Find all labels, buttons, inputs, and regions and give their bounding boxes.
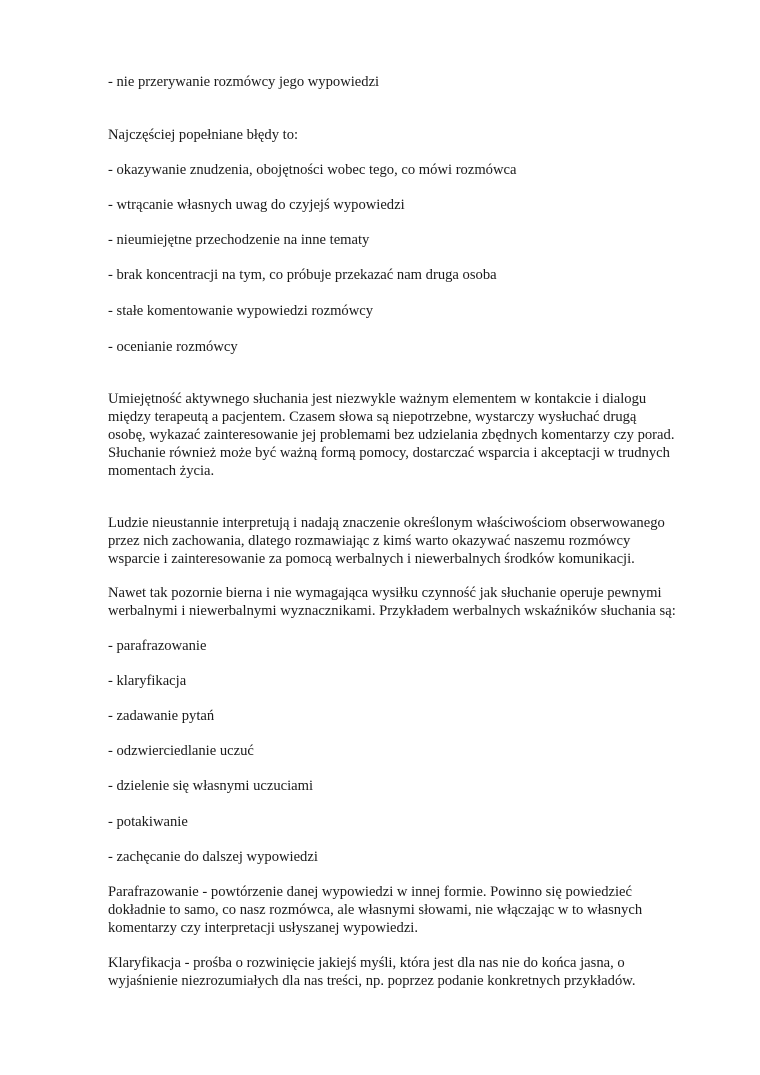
bullet-interjecting: - wtrącanie własnych uwag do czyjejś wypowiedzi	[108, 197, 405, 213]
bullet-encouraging: - zachęcanie do dalszej wypowiedzi	[108, 849, 318, 865]
paragraph-active-listening-line-1: Umiejętność aktywnego słuchania jest niezwykle ważnym elementem w kontakcie i dialogu	[108, 391, 647, 407]
paragraph-paraphrasing-line-1: Parafrazowanie - powtórzenie danej wypowiedzi w innej formie. Powinno się powiedzieć	[108, 884, 632, 900]
bullet-lack-of-focus: - brak koncentracji na tym, co próbuje przekazać nam druga osoba	[108, 267, 497, 283]
paragraph-active-listening-line-5: momentach życia.	[108, 463, 215, 479]
paragraph-clarification-line-2: wyjaśnienie niezrozumiałych dla nas treści, np. poprzez podanie konkretnych przykładów.	[108, 973, 636, 989]
bullet-boredom: - okazywanie znudzenia, obojętności wobec tego, co mówi rozmówca	[108, 162, 517, 178]
paragraph-verbal-indicators-line-1: Nawet tak pozornie bierna i nie wymagająca wysiłku czynność jak słuchanie operuje pewnymi	[108, 585, 662, 601]
paragraph-interpretation-line-3: wsparcie i zainteresowanie za pomocą werbalnych i niewerbalnych środków komunikacji.	[108, 551, 635, 567]
bullet-nodding: - potakiwanie	[108, 814, 188, 830]
paragraph-paraphrasing-line-2: dokładnie to samo, co nasz rozmówca, ale własnymi słowami, nie włączając w to własnych	[108, 902, 643, 918]
paragraph-verbal-indicators-line-2: werbalnymi i niewerbalnymi wyznacznikami. Przykładem werbalnych wskaźników słuchania są:	[108, 603, 676, 619]
paragraph-active-listening-line-4: Słuchanie również może być ważną formą pomocy, dostarczać wsparcia i akceptacji w trudnych	[108, 445, 670, 461]
bullet-topic-switching: - nieumiejętne przechodzenie na inne tematy	[108, 232, 370, 248]
bullet-asking-questions: - zadawanie pytań	[108, 708, 215, 724]
paragraph-clarification-line-1: Klaryfikacja - prośba o rozwinięcie jakiejś myśli, która jest dla nas nie do końca jasna, o	[108, 955, 625, 971]
paragraph-active-listening-line-3: osobę, wykazać zainteresowanie jej problemami bez udzielania zbędnych komentarzy czy porad.	[108, 427, 675, 443]
bullet-constant-commenting: - stałe komentowanie wypowiedzi rozmówcy	[108, 303, 374, 319]
paragraph-paraphrasing-line-3: komentarzy czy interpretacji usłyszanej wypowiedzi.	[108, 920, 418, 936]
paragraph-active-listening-line-2: między terapeutą a pacjentem. Czasem słowa są niepotrzebne, wystarczy wysłuchać drugą	[108, 409, 637, 425]
paragraph-interpretation-line-1: Ludzie nieustannie interpretują i nadają znaczenie określonym właściwościom obserwowanego	[108, 515, 665, 531]
bullet-judging: - ocenianie rozmówcy	[108, 339, 238, 355]
bullet-paraphrasing: - parafrazowanie	[108, 638, 207, 654]
common-mistakes-heading: Najczęściej popełniane błędy to:	[108, 127, 299, 143]
bullet-sharing-feelings: - dzielenie się własnymi uczuciami	[108, 778, 314, 794]
bullet-reflecting-feelings: - odzwierciedlanie uczuć	[108, 743, 254, 759]
paragraph-interpretation-line-2: przez nich zachowania, dlatego rozmawiając z kimś warto okazywać naszemu rozmówcy	[108, 533, 631, 549]
bullet-clarification: - klaryfikacja	[108, 673, 187, 689]
bullet-not-interrupting: - nie przerywanie rozmówcy jego wypowiedzi	[108, 74, 380, 90]
